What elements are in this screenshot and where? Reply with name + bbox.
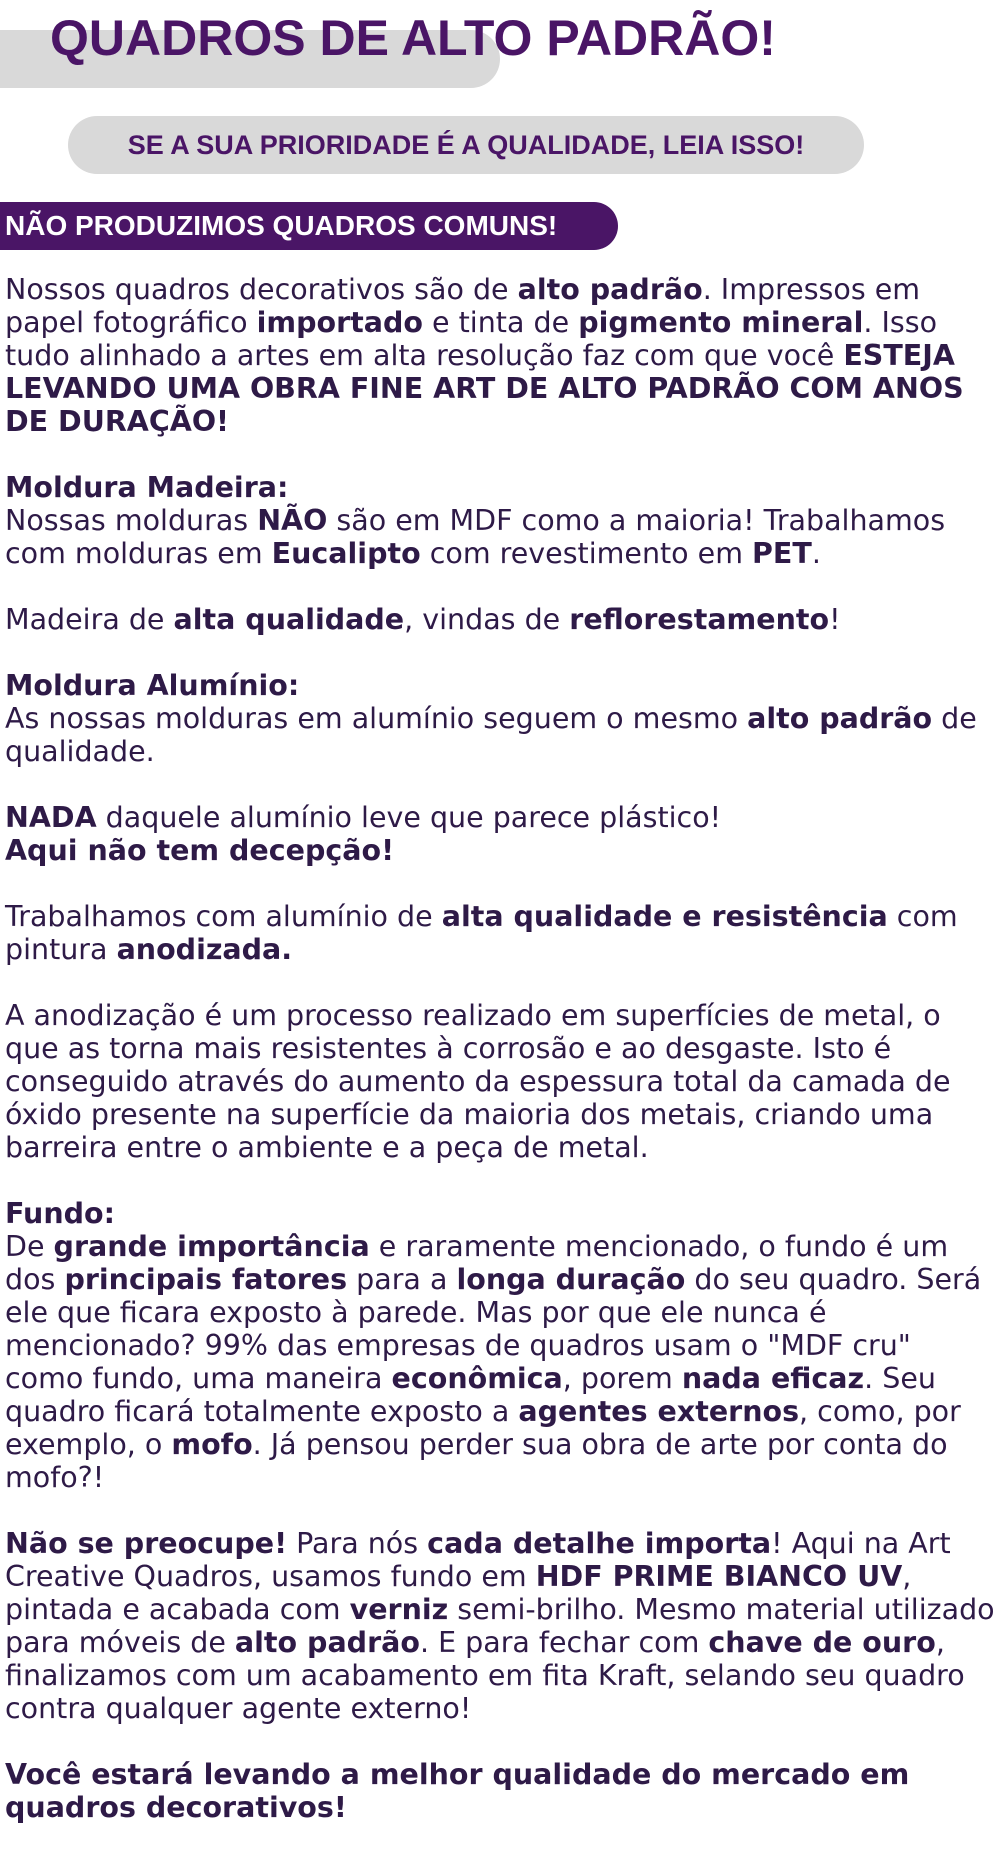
bold-span: anodizada. [116,933,293,966]
text-span: De [5,1230,54,1263]
bold-span: alto padrão [517,273,703,306]
text-span: , como, por exemplo, o [5,1395,961,1461]
bold-span: mofo [171,1428,253,1461]
bold-span: alta qualidade [173,603,405,636]
text-span: daquele alumínio leve que parece plástico! [96,801,722,834]
bold-span: pigmento mineral [578,306,864,339]
text-span: Trabalhamos com alumínio de [5,900,442,933]
aluminio-paragraph [5,669,995,768]
text-span: ! [829,603,841,636]
bold-span: nada eficaz [681,1362,865,1395]
section-banner-text: NÃO PRODUZIMOS QUADROS COMUNS! [5,210,558,241]
article-body [5,273,995,1857]
text-span: . Seu quadro ficará totalmente exposto a [5,1362,936,1428]
fundo-heading: Fundo: [5,1197,116,1230]
bold-span: chave de ouro [708,1626,936,1659]
page-title: QUADROS DE ALTO PADRÃO! [50,10,776,66]
bold-span: NÃO [257,504,328,537]
anodizacao-paragraph: A anodização é um processo realizado em superfícies de metal, o que as torna mais resistentes à corrosão e ao desgaste. Isto é conseguido através do aumento da espessura total da camada de óxido presente na superfície da maioria dos metais, criando uma barreira entre o ambiente e a peça de metal. [5,999,951,1164]
text-span: e tinta de [422,306,579,339]
text-span: com revestimento em [420,537,753,570]
madeira-paragraph [5,471,995,570]
bold-span: Eucalipto [271,537,421,570]
bold-span: alto padrão [234,1626,420,1659]
text-span: semi-brilho. Mesmo material utilizado para móveis de [5,1593,995,1659]
text-span: , porem [562,1362,682,1395]
bold-span: principais fatores [64,1263,348,1296]
bold-span: NADA [5,801,97,834]
bold-span: cada detalhe importa [427,1527,772,1560]
bold-span: PET [752,537,812,570]
subtitle-pill [68,116,864,174]
bold-span: verniz [349,1593,449,1626]
text-span: Nossos quadros decorativos são de [5,273,518,306]
subtitle-text: SE A SUA PRIORIDADE É A QUALIDADE, LEIA ISSO! [127,129,805,160]
text-span: do seu quadro. Será ele que ficara exposto à parede. Mas por que ele nunca é mencionado? 99% das empresas de quadros usam o "MDF cru" como fundo, uma maneira [5,1263,982,1395]
text-span: Madeira de [5,603,174,636]
bold-span: ESTEJA LEVANDO UMA OBRA FINE ART DE ALTO PADRÃO COM ANOS DE DURAÇÃO! [5,339,964,438]
intro-paragraph [5,273,995,438]
bold-span: importado [256,306,423,339]
text-span: Nossas molduras [5,504,258,537]
bold-span: HDF PRIME BIANCO UV [535,1560,903,1593]
text-span: são em MDF como a maioria! Trabalhamos com molduras em [5,504,946,570]
text-span: . Isso tudo alinhado a artes em alta resolução faz com que você [5,306,938,372]
bold-span: Não se preocupe! [5,1527,288,1560]
bold-span: agentes externos [518,1395,800,1428]
bold-span: alta qualidade e resistência [441,900,888,933]
text-span: , pintada e acabada com [5,1560,912,1626]
fundo-solution-paragraph [5,1527,995,1725]
madeira-quality-paragraph [5,603,995,636]
text-span: com pintura [5,900,958,966]
closing-paragraph [5,1758,995,1824]
text-span: de qualidade. [5,702,977,768]
text-span: . Impressos em papel fotográfico [5,273,921,339]
section-banner [0,202,618,250]
bold-span: Aqui não tem decepção! [5,834,395,867]
madeira-heading: Moldura Madeira: [5,471,289,504]
text-span: Para nós [287,1527,428,1560]
text-span: . Já pensou perder sua obra de arte por conta do mofo?! [5,1428,948,1494]
text-span: para a [347,1263,457,1296]
bold-span: reflorestamento [569,603,830,636]
fundo-paragraph [5,1197,995,1494]
text-span: As nossas molduras em alumínio seguem o mesmo [5,702,748,735]
bold-span: grande importância [53,1230,370,1263]
text-span: ! Aqui na Art Creative Quadros, usamos fundo em [5,1527,951,1593]
text-span: . E para fechar com [419,1626,709,1659]
bold-span: econômica [391,1362,563,1395]
closing-text: Você estará levando a melhor qualidade do mercado em quadros decorativos! [5,1758,910,1824]
aluminio-nada-paragraph [5,801,995,867]
bold-span: alto padrão [747,702,933,735]
text-span: . [811,537,821,570]
bold-span: longa duração [456,1263,686,1296]
text-span: , finalizamos com um acabamento em fita Kraft, selando seu quadro contra qualquer agente externo! [5,1626,965,1725]
aluminio-anodizado-paragraph [5,900,995,966]
text-span: e raramente mencionado, o fundo é um dos [5,1230,949,1296]
text-span: , vindas de [404,603,570,636]
aluminio-heading: Moldura Alumínio: [5,669,300,702]
